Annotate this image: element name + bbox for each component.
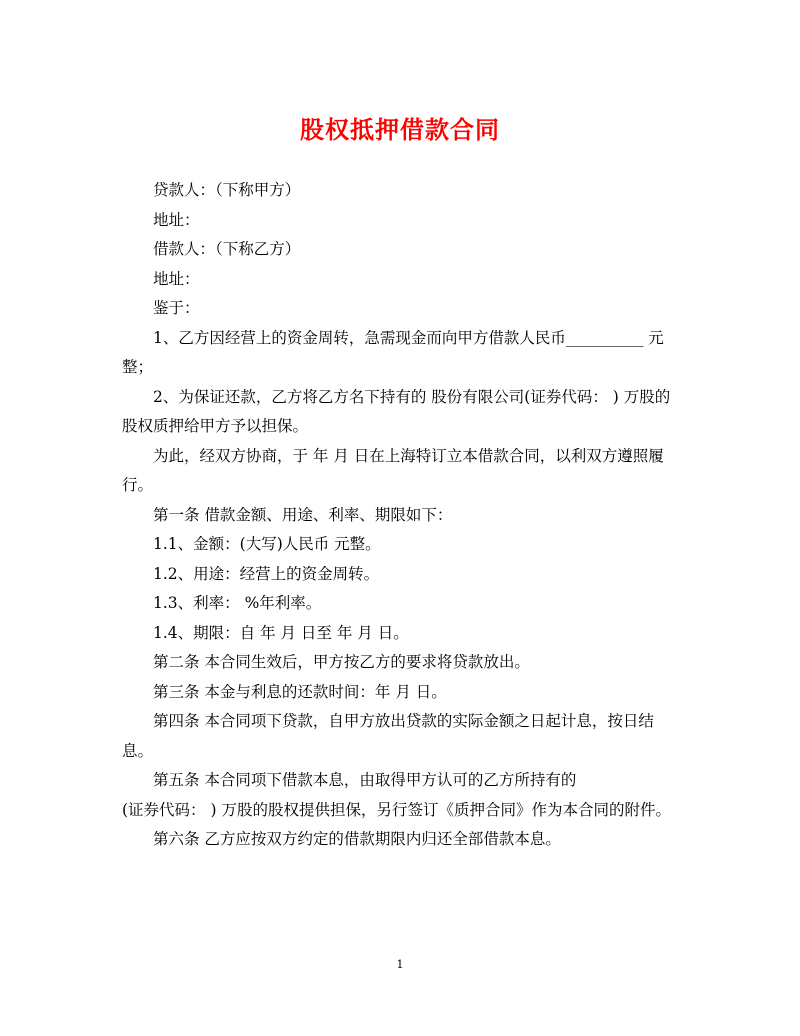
article-2: 第二条 本合同生效后，甲方按乙方的要求将贷款放出。	[153, 653, 530, 671]
article-1-heading: 第一条 借款金额、用途、利率、期限如下：	[153, 505, 453, 524]
article-4: 第四条 本合同项下贷款，自甲方放出贷款的实际金额之日起计息，按日结息。	[122, 712, 654, 760]
article-5: 第五条 本合同项下借款本息，由取得甲方认可的乙方所持有的	[153, 771, 577, 789]
agreement-statement: 为此，经双方协商，于 年 月 日在上海特订立本借款合同，以利双方遵照履行。	[122, 446, 664, 494]
article-6: 第六条 乙方应按双方约定的借款期限内归还全部借款本息。	[153, 830, 561, 848]
article-1-purpose: 1.2、用途：经营上的资金周转。	[153, 564, 380, 583]
document-title: 股权抵押借款合同	[300, 115, 500, 144]
whereas-item-1: 1、乙方因经营上的资金周转，急需现金而向甲方借款人民币__________ 元整；	[122, 328, 664, 376]
page-number: 1	[396, 958, 404, 971]
lender-line: 贷款人：（下称甲方）	[153, 181, 301, 199]
whereas-heading: 鉴于：	[153, 299, 200, 317]
article-5-continued: (证券代码： ) 万股的股权提供担保，另行签订《质押合同》作为本合同的附件。	[122, 800, 671, 819]
article-1-amount: 1.1、金额：(大写)人民币 元整。	[153, 535, 381, 553]
lender-address-line: 地址：	[153, 210, 200, 229]
borrower-line: 借款人：（下称乙方）	[153, 240, 301, 258]
borrower-address-line: 地址：	[153, 269, 200, 288]
document-body	[122, 176, 682, 855]
article-1-term: 1.4、期限：自 年 月 日至 年 月 日。	[153, 623, 409, 642]
article-3: 第三条 本金与利息的还款时间：年 月 日。	[153, 682, 447, 701]
whereas-item-2: 2、为保证还款，乙方将乙方名下持有的 股份有限公司(证券代码： ) 万股的股权质押给甲方予以担保。	[122, 387, 671, 435]
article-1-rate: 1.3、利率： %年利率。	[153, 594, 322, 612]
